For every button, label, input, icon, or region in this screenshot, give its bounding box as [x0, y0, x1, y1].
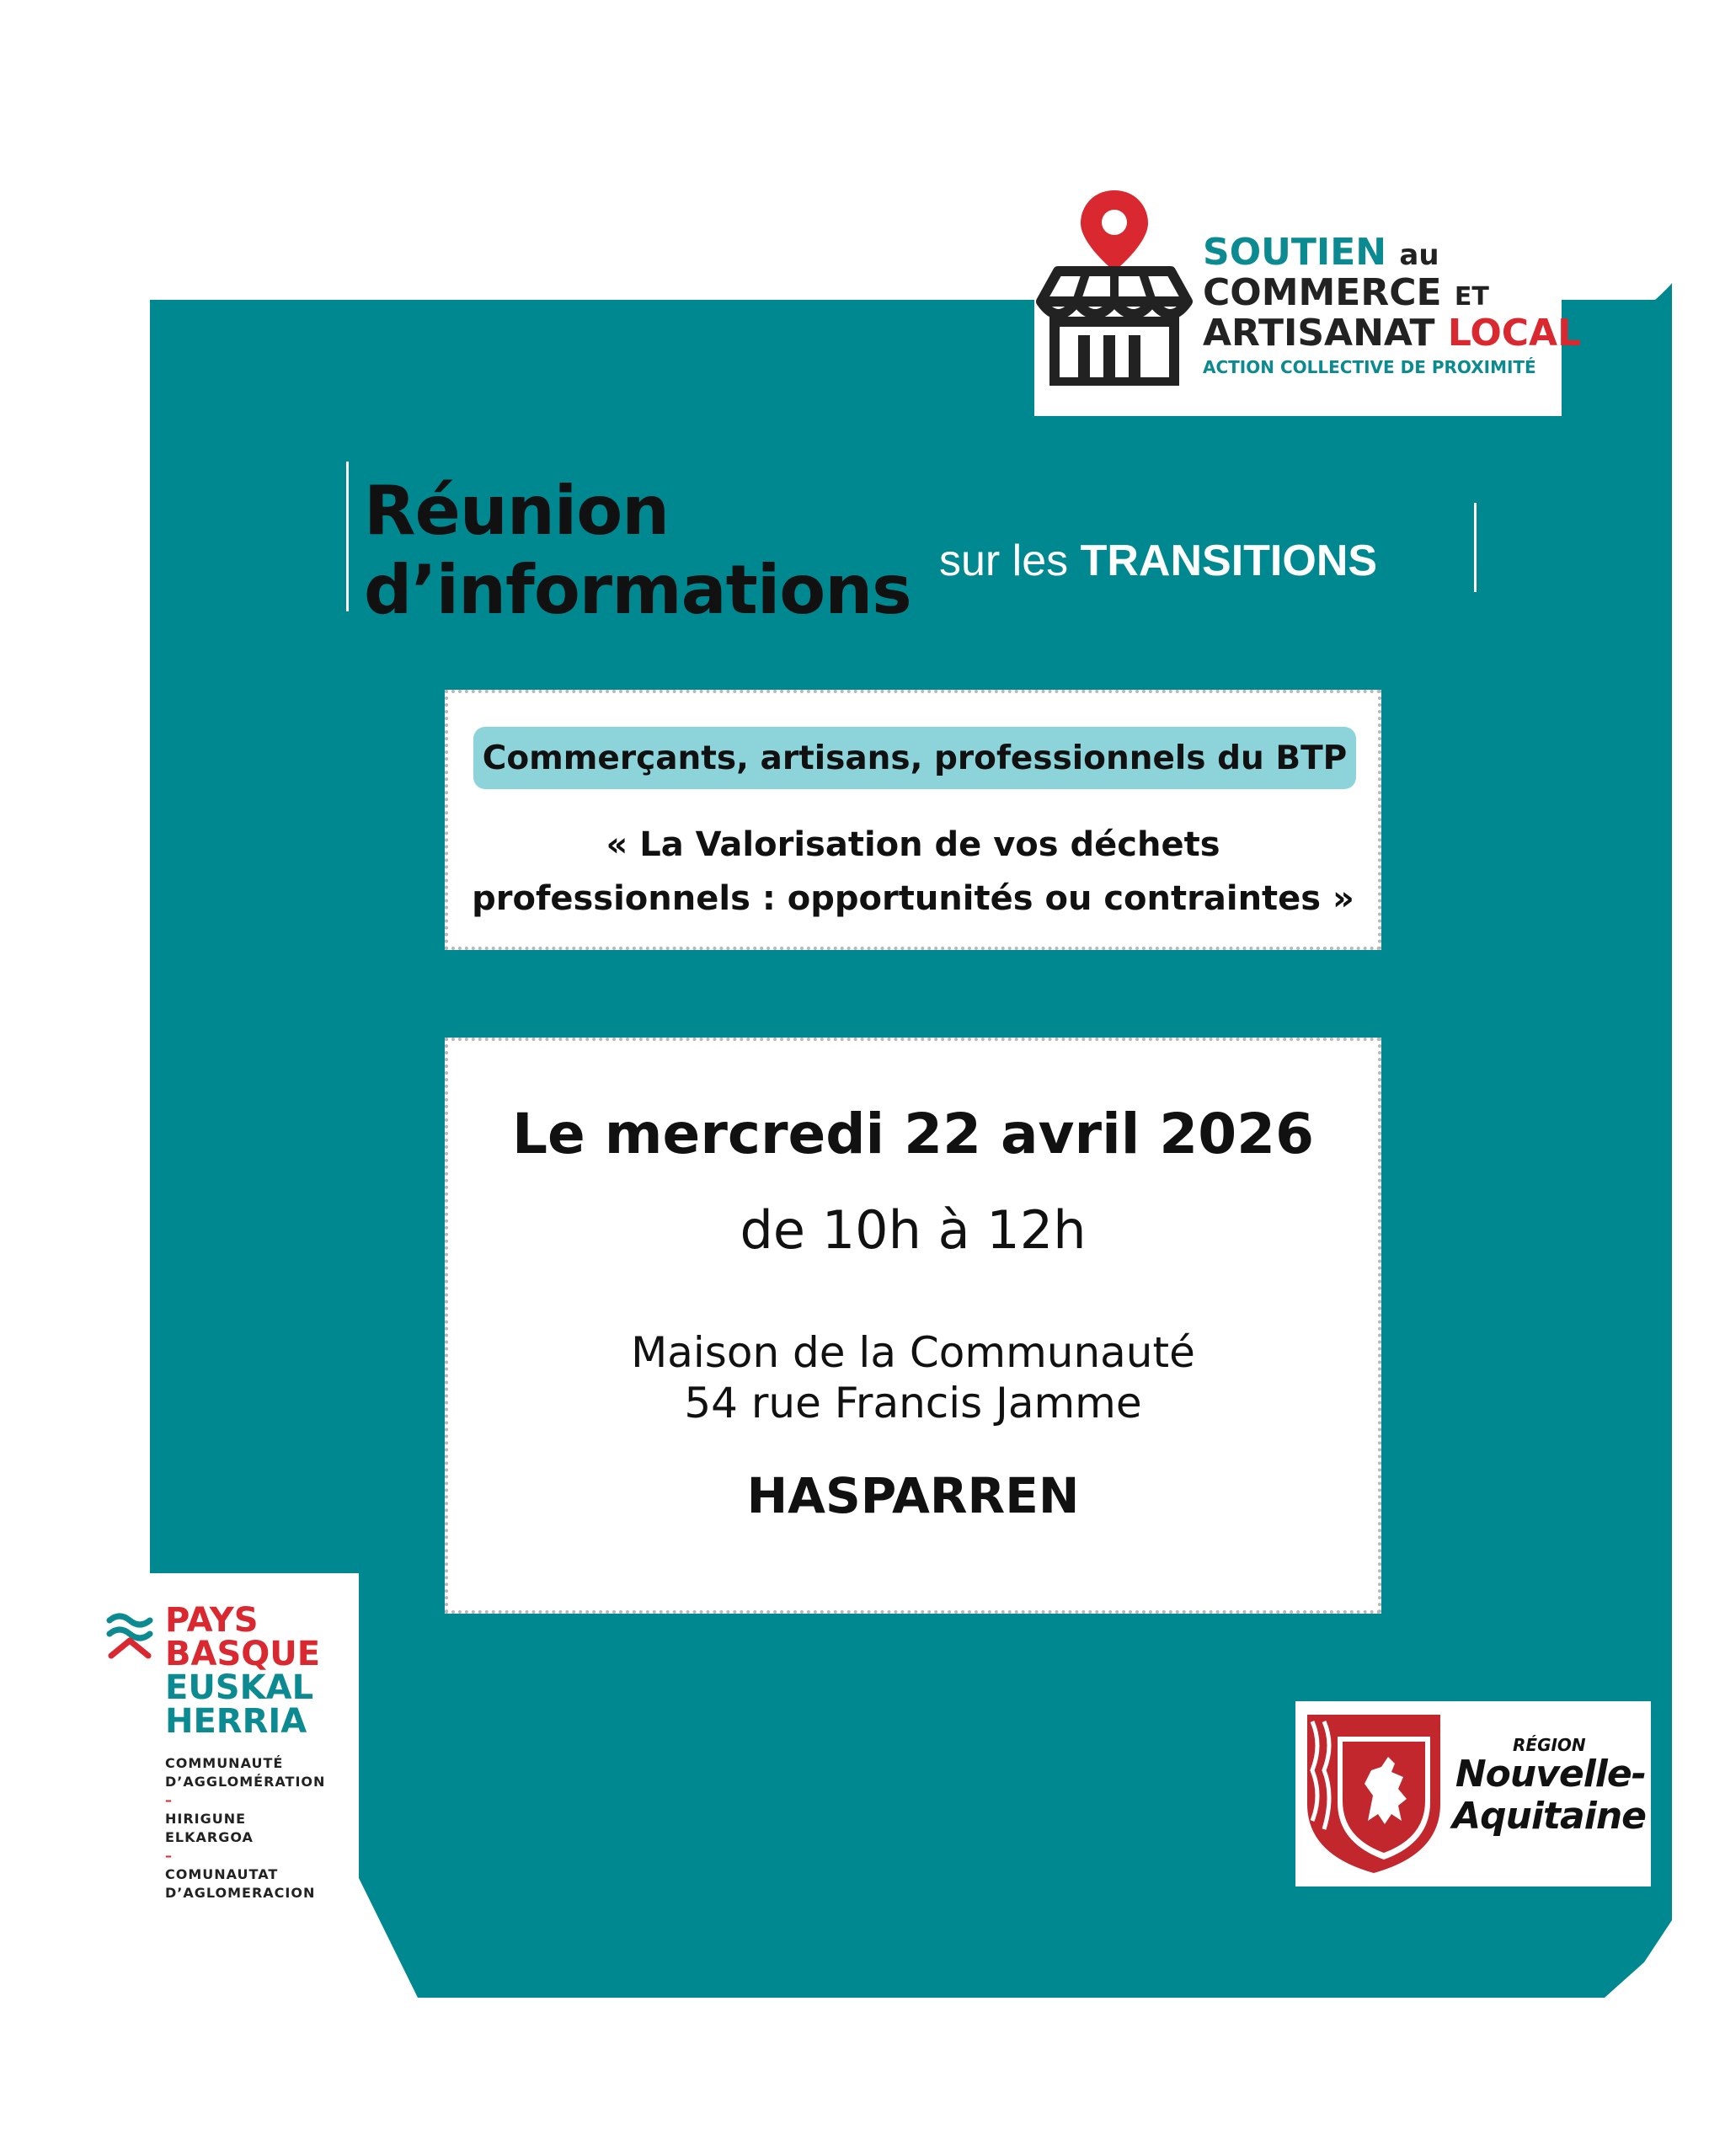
- audience-pill: Commerçants, artisans, professionnels du BTP: [473, 727, 1356, 789]
- pb-sub-1: COMMUNAUTÉ: [165, 1755, 284, 1771]
- pb-dash-1: –: [165, 1792, 173, 1808]
- page-subtitle: [939, 536, 1377, 586]
- na-region-label: RÉGION: [1513, 1735, 1586, 1755]
- logo-local-word: LOCAL: [1447, 312, 1582, 355]
- title-line-2: d’informations: [364, 551, 911, 629]
- pb-line-pays: PAYS: [165, 1601, 259, 1640]
- topic-quote: [448, 818, 1378, 926]
- subtitle-topic: TRANSITIONS: [1080, 536, 1378, 585]
- pb-line-euskal: EUSKAL: [165, 1668, 314, 1707]
- pb-line-basque: BASQUE: [165, 1635, 321, 1673]
- logo-tagline: ACTION COLLECTIVE DE PROXIMITÉ: [1203, 357, 1536, 377]
- na-region-name: [1447, 1753, 1646, 1838]
- event-address: [448, 1327, 1378, 1428]
- na-name-line-1: Nouvelle-: [1455, 1753, 1646, 1796]
- event-date: Le mercredi 22 avril 2026: [511, 1102, 1314, 1166]
- page-title: [364, 472, 911, 630]
- pb-line-herria: HERRIA: [165, 1702, 307, 1741]
- logo-commerce-word: COMMERCE: [1203, 271, 1442, 314]
- pb-sub-4: ELKARGOA: [165, 1829, 254, 1845]
- event-venue: Maison de la Communauté: [631, 1328, 1195, 1377]
- shop-with-location-pin-icon: [1034, 184, 1194, 386]
- quote-line-1: « La Valorisation de vos déchets: [606, 825, 1220, 864]
- pb-sub-6: D’AGLOMERACION: [165, 1885, 316, 1901]
- heading-left-bar: [346, 462, 349, 611]
- event-city: HASPARREN: [746, 1467, 1080, 1524]
- title-line-1: Réunion: [364, 472, 670, 550]
- heading-right-bar: [1474, 503, 1477, 592]
- pb-dash-2: –: [165, 1848, 173, 1864]
- event-details-box: [445, 1038, 1381, 1614]
- lion-shield-icon: [1304, 1711, 1444, 1876]
- pays-basque-logo: [88, 1573, 359, 1901]
- nouvelle-aquitaine-logo: [1295, 1701, 1651, 1886]
- event-street: 54 rue Francis Jamme: [684, 1379, 1142, 1428]
- na-name-line-2: Aquitaine: [1452, 1795, 1646, 1838]
- logo-et-word: ET: [1454, 282, 1489, 312]
- pays-basque-mark-icon: [104, 1609, 155, 1659]
- topic-box: [445, 690, 1381, 950]
- quote-line-2: professionnels : opportunités ou contraintes »: [472, 879, 1354, 918]
- soutien-commerce-logo: [1034, 158, 1582, 416]
- pb-sub-2: D’AGGLOMÉRATION: [165, 1774, 326, 1790]
- pb-subtitle: [165, 1754, 325, 1903]
- pb-sub-3: HIRIGUNE: [165, 1811, 247, 1827]
- subtitle-prefix: sur les: [939, 536, 1069, 585]
- pb-sub-5: COMUNAUTAT: [165, 1866, 279, 1882]
- logo-artisanat-word: ARTISANAT: [1203, 312, 1435, 355]
- logo-soutien-word: SOUTIEN: [1203, 231, 1387, 274]
- logo-au-word: au: [1399, 238, 1439, 272]
- event-time: de 10h à 12h: [740, 1199, 1087, 1261]
